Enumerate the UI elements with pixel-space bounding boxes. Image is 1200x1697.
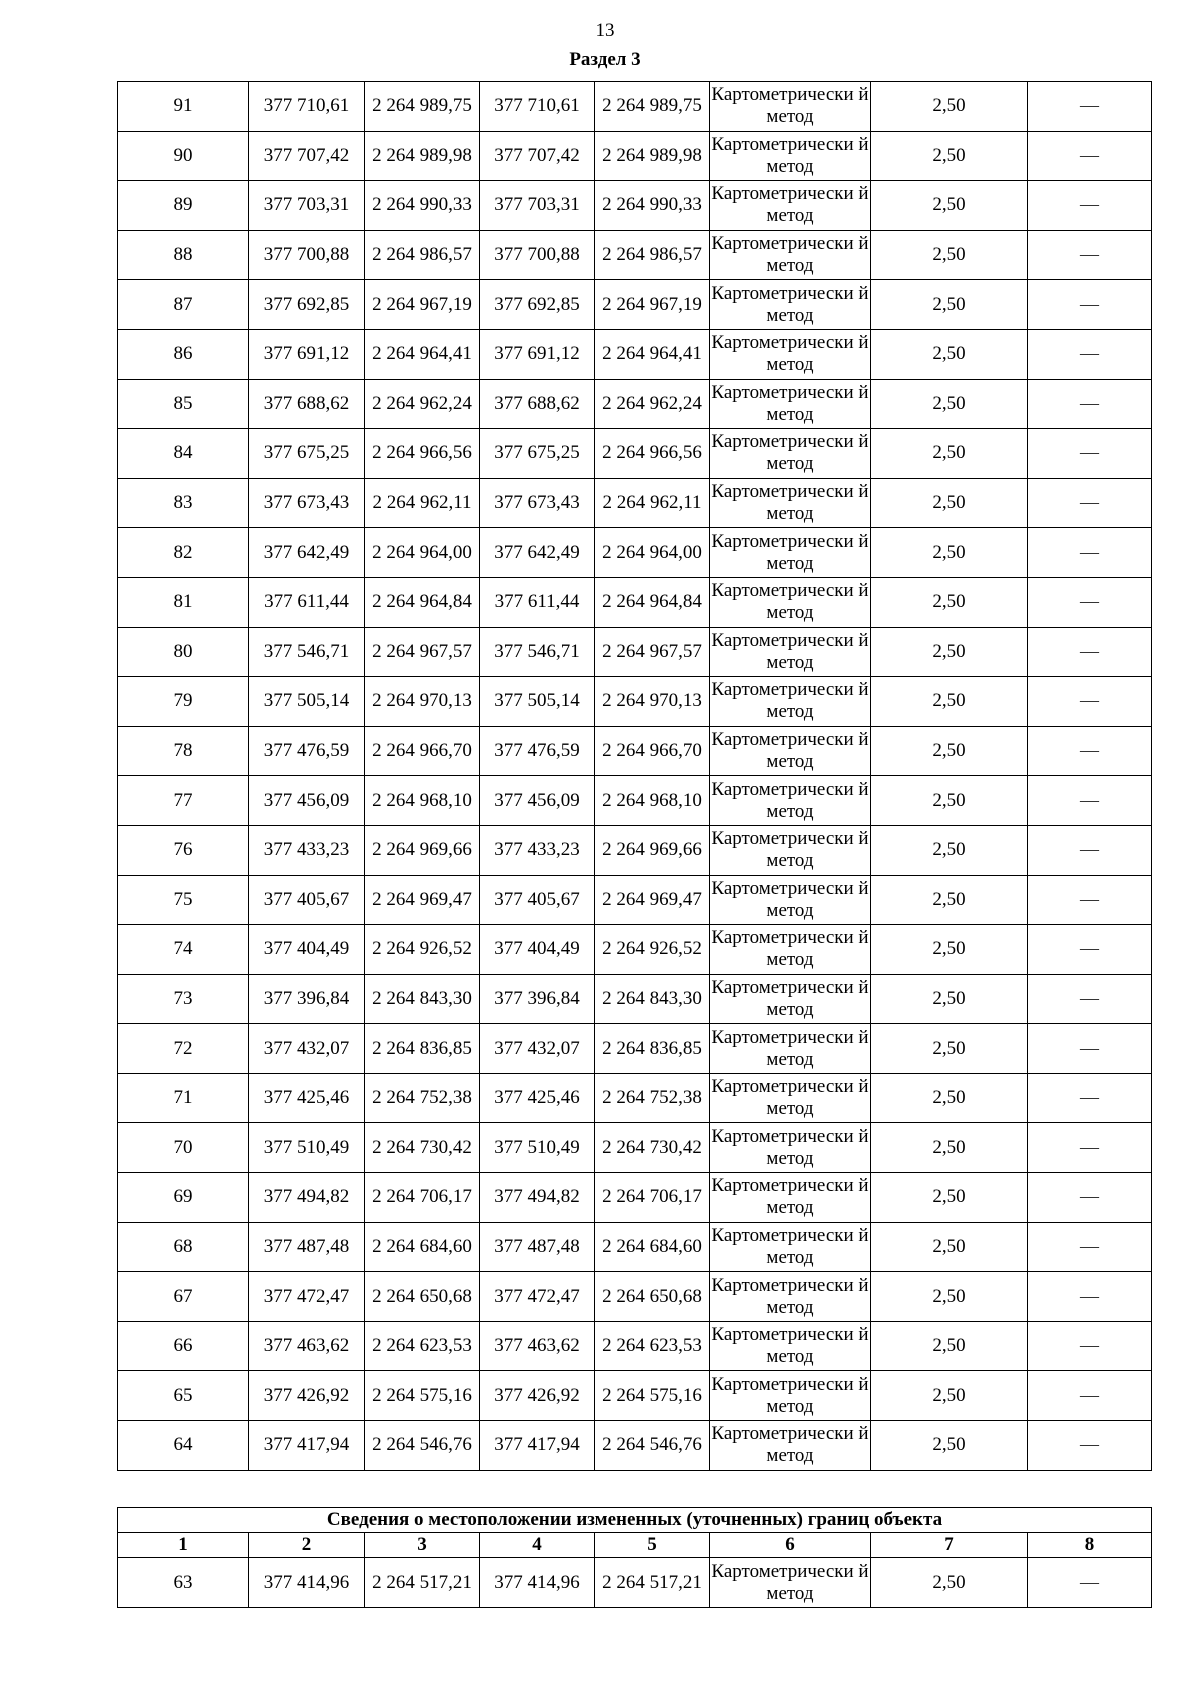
x-coordinate: 377 692,85	[249, 280, 365, 330]
note: —	[1028, 429, 1152, 479]
method: Картометрически й метод	[710, 1123, 871, 1173]
y-coordinate: 2 264 546,76	[365, 1421, 480, 1471]
accuracy: 2,50	[871, 329, 1028, 379]
x-coordinate: 377 433,23	[249, 825, 365, 875]
point-number: 76	[118, 825, 249, 875]
y-coordinate: 2 264 517,21	[365, 1558, 480, 1608]
x-coordinate: 377 494,82	[480, 1173, 595, 1223]
table-row	[118, 974, 1152, 1024]
accuracy: 2,50	[871, 726, 1028, 776]
method: Картометрически й метод	[710, 1073, 871, 1123]
x-coordinate: 377 472,47	[249, 1272, 365, 1322]
y-coordinate: 2 264 517,21	[595, 1558, 710, 1608]
accuracy: 2,50	[871, 429, 1028, 479]
y-coordinate: 2 264 575,16	[365, 1371, 480, 1421]
method: Картометрически й метод	[710, 1421, 871, 1471]
y-coordinate: 2 264 964,00	[365, 528, 480, 578]
point-number: 77	[118, 776, 249, 826]
note: —	[1028, 82, 1152, 132]
accuracy: 2,50	[871, 1024, 1028, 1074]
point-number: 64	[118, 1421, 249, 1471]
table-row	[118, 776, 1152, 826]
method: Картометрически й метод	[710, 230, 871, 280]
table-row	[118, 429, 1152, 479]
x-coordinate: 377 546,71	[249, 627, 365, 677]
table-row	[118, 82, 1152, 132]
accuracy: 2,50	[871, 1558, 1028, 1608]
accuracy: 2,50	[871, 528, 1028, 578]
y-coordinate: 2 264 962,11	[365, 478, 480, 528]
method: Картометрически й метод	[710, 478, 871, 528]
y-coordinate: 2 264 730,42	[595, 1123, 710, 1173]
y-coordinate: 2 264 966,56	[365, 429, 480, 479]
x-coordinate: 377 707,42	[480, 131, 595, 181]
point-number: 84	[118, 429, 249, 479]
point-number: 87	[118, 280, 249, 330]
y-coordinate: 2 264 962,24	[595, 379, 710, 429]
point-number: 65	[118, 1371, 249, 1421]
x-coordinate: 377 675,25	[249, 429, 365, 479]
y-coordinate: 2 264 730,42	[365, 1123, 480, 1173]
table-row	[118, 131, 1152, 181]
note: —	[1028, 131, 1152, 181]
y-coordinate: 2 264 962,24	[365, 379, 480, 429]
note: —	[1028, 528, 1152, 578]
y-coordinate: 2 264 843,30	[365, 974, 480, 1024]
method: Картометрически й метод	[710, 825, 871, 875]
point-number: 63	[118, 1558, 249, 1608]
point-number: 78	[118, 726, 249, 776]
note: —	[1028, 1024, 1152, 1074]
note: —	[1028, 1222, 1152, 1272]
point-number: 68	[118, 1222, 249, 1272]
y-coordinate: 2 264 990,33	[595, 181, 710, 231]
method: Картометрически й метод	[710, 1222, 871, 1272]
y-coordinate: 2 264 989,98	[365, 131, 480, 181]
table-row	[118, 1123, 1152, 1173]
x-coordinate: 377 611,44	[480, 577, 595, 627]
note: —	[1028, 726, 1152, 776]
accuracy: 2,50	[871, 379, 1028, 429]
y-coordinate: 2 264 684,60	[365, 1222, 480, 1272]
x-coordinate: 377 700,88	[249, 230, 365, 280]
table-row	[118, 1272, 1152, 1322]
accuracy: 2,50	[871, 627, 1028, 677]
note: —	[1028, 974, 1152, 1024]
column-header: 6	[710, 1533, 871, 1558]
x-coordinate: 377 426,92	[249, 1371, 365, 1421]
x-coordinate: 377 546,71	[480, 627, 595, 677]
method: Картометрически й метод	[710, 82, 871, 132]
x-coordinate: 377 673,43	[249, 478, 365, 528]
note: —	[1028, 1073, 1152, 1123]
point-number: 69	[118, 1173, 249, 1223]
point-number: 81	[118, 577, 249, 627]
method: Картометрически й метод	[710, 329, 871, 379]
method: Картометрически й метод	[710, 677, 871, 727]
note: —	[1028, 1371, 1152, 1421]
y-coordinate: 2 264 623,53	[595, 1321, 710, 1371]
x-coordinate: 377 456,09	[480, 776, 595, 826]
accuracy: 2,50	[871, 1272, 1028, 1322]
y-coordinate: 2 264 836,85	[365, 1024, 480, 1074]
point-number: 80	[118, 627, 249, 677]
y-coordinate: 2 264 966,70	[365, 726, 480, 776]
note: —	[1028, 1321, 1152, 1371]
x-coordinate: 377 417,94	[249, 1421, 365, 1471]
page-number: 13	[595, 20, 615, 41]
accuracy: 2,50	[871, 230, 1028, 280]
column-header: 3	[365, 1533, 480, 1558]
note: —	[1028, 181, 1152, 231]
x-coordinate: 377 426,92	[480, 1371, 595, 1421]
note: —	[1028, 577, 1152, 627]
method: Картометрически й метод	[710, 925, 871, 975]
note: —	[1028, 825, 1152, 875]
accuracy: 2,50	[871, 776, 1028, 826]
accuracy: 2,50	[871, 1073, 1028, 1123]
column-header: 1	[118, 1533, 249, 1558]
y-coordinate: 2 264 986,57	[365, 230, 480, 280]
y-coordinate: 2 264 964,84	[595, 577, 710, 627]
x-coordinate: 377 396,84	[480, 974, 595, 1024]
accuracy: 2,50	[871, 925, 1028, 975]
point-number: 67	[118, 1272, 249, 1322]
method: Картометрически й метод	[710, 1272, 871, 1322]
table-row	[118, 726, 1152, 776]
accuracy: 2,50	[871, 478, 1028, 528]
x-coordinate: 377 703,31	[249, 181, 365, 231]
column-header: 5	[595, 1533, 710, 1558]
table-row	[118, 1173, 1152, 1223]
accuracy: 2,50	[871, 1321, 1028, 1371]
note: —	[1028, 677, 1152, 727]
y-coordinate: 2 264 684,60	[595, 1222, 710, 1272]
note: —	[1028, 1558, 1152, 1608]
y-coordinate: 2 264 968,10	[365, 776, 480, 826]
x-coordinate: 377 472,47	[480, 1272, 595, 1322]
x-coordinate: 377 463,62	[480, 1321, 595, 1371]
y-coordinate: 2 264 964,84	[365, 577, 480, 627]
method: Картометрически й метод	[710, 1321, 871, 1371]
table-row	[118, 528, 1152, 578]
y-coordinate: 2 264 650,68	[365, 1272, 480, 1322]
note: —	[1028, 1421, 1152, 1471]
table-row	[118, 230, 1152, 280]
changed-boundaries-table	[117, 1507, 1152, 1608]
accuracy: 2,50	[871, 1173, 1028, 1223]
x-coordinate: 377 476,59	[249, 726, 365, 776]
method: Картометрически й метод	[710, 528, 871, 578]
y-coordinate: 2 264 967,19	[365, 280, 480, 330]
accuracy: 2,50	[871, 974, 1028, 1024]
x-coordinate: 377 425,46	[249, 1073, 365, 1123]
point-number: 72	[118, 1024, 249, 1074]
y-coordinate: 2 264 990,33	[365, 181, 480, 231]
method: Картометрически й метод	[710, 429, 871, 479]
note: —	[1028, 230, 1152, 280]
method: Картометрически й метод	[710, 726, 871, 776]
x-coordinate: 377 425,46	[480, 1073, 595, 1123]
accuracy: 2,50	[871, 1421, 1028, 1471]
accuracy: 2,50	[871, 825, 1028, 875]
table-row	[118, 577, 1152, 627]
point-number: 71	[118, 1073, 249, 1123]
x-coordinate: 377 417,94	[480, 1421, 595, 1471]
table-row	[118, 875, 1152, 925]
coordinates-table	[117, 81, 1152, 1471]
x-coordinate: 377 673,43	[480, 478, 595, 528]
method: Картометрически й метод	[710, 131, 871, 181]
table-row	[118, 181, 1152, 231]
table-row	[118, 1371, 1152, 1421]
x-coordinate: 377 476,59	[480, 726, 595, 776]
accuracy: 2,50	[871, 677, 1028, 727]
y-coordinate: 2 264 964,00	[595, 528, 710, 578]
method: Картометрически й метод	[710, 1371, 871, 1421]
y-coordinate: 2 264 989,75	[595, 82, 710, 132]
method: Картометрически й метод	[710, 280, 871, 330]
note: —	[1028, 1173, 1152, 1223]
point-number: 91	[118, 82, 249, 132]
point-number: 83	[118, 478, 249, 528]
note: —	[1028, 379, 1152, 429]
y-coordinate: 2 264 967,19	[595, 280, 710, 330]
table-caption: Сведения о местоположении измененных (уточненных) границ объекта	[118, 1508, 1152, 1533]
y-coordinate: 2 264 962,11	[595, 478, 710, 528]
y-coordinate: 2 264 926,52	[595, 925, 710, 975]
accuracy: 2,50	[871, 181, 1028, 231]
table-row	[118, 379, 1152, 429]
y-coordinate: 2 264 546,76	[595, 1421, 710, 1471]
x-coordinate: 377 505,14	[480, 677, 595, 727]
x-coordinate: 377 688,62	[249, 379, 365, 429]
x-coordinate: 377 510,49	[480, 1123, 595, 1173]
accuracy: 2,50	[871, 1123, 1028, 1173]
y-coordinate: 2 264 970,13	[365, 677, 480, 727]
x-coordinate: 377 396,84	[249, 974, 365, 1024]
x-coordinate: 377 405,67	[480, 875, 595, 925]
x-coordinate: 377 463,62	[249, 1321, 365, 1371]
point-number: 74	[118, 925, 249, 975]
table-row	[118, 329, 1152, 379]
y-coordinate: 2 264 989,75	[365, 82, 480, 132]
table-row	[118, 280, 1152, 330]
note: —	[1028, 875, 1152, 925]
y-coordinate: 2 264 969,47	[595, 875, 710, 925]
y-coordinate: 2 264 843,30	[595, 974, 710, 1024]
point-number: 85	[118, 379, 249, 429]
y-coordinate: 2 264 752,38	[595, 1073, 710, 1123]
x-coordinate: 377 675,25	[480, 429, 595, 479]
point-number: 75	[118, 875, 249, 925]
x-coordinate: 377 688,62	[480, 379, 595, 429]
method: Картометрически й метод	[710, 577, 871, 627]
table-row	[118, 825, 1152, 875]
method: Картометрически й метод	[710, 1558, 871, 1608]
y-coordinate: 2 264 966,56	[595, 429, 710, 479]
x-coordinate: 377 487,48	[249, 1222, 365, 1272]
y-coordinate: 2 264 926,52	[365, 925, 480, 975]
y-coordinate: 2 264 575,16	[595, 1371, 710, 1421]
y-coordinate: 2 264 623,53	[365, 1321, 480, 1371]
column-header: 8	[1028, 1533, 1152, 1558]
y-coordinate: 2 264 969,66	[365, 825, 480, 875]
x-coordinate: 377 505,14	[249, 677, 365, 727]
method: Картометрически й метод	[710, 379, 871, 429]
y-coordinate: 2 264 964,41	[595, 329, 710, 379]
accuracy: 2,50	[871, 1371, 1028, 1421]
y-coordinate: 2 264 650,68	[595, 1272, 710, 1322]
column-header: 7	[871, 1533, 1028, 1558]
y-coordinate: 2 264 989,98	[595, 131, 710, 181]
x-coordinate: 377 510,49	[249, 1123, 365, 1173]
point-number: 82	[118, 528, 249, 578]
y-coordinate: 2 264 969,66	[595, 825, 710, 875]
point-number: 70	[118, 1123, 249, 1173]
x-coordinate: 377 414,96	[249, 1558, 365, 1608]
x-coordinate: 377 487,48	[480, 1222, 595, 1272]
x-coordinate: 377 710,61	[249, 82, 365, 132]
y-coordinate: 2 264 752,38	[365, 1073, 480, 1123]
table-row	[118, 627, 1152, 677]
method: Картометрически й метод	[710, 627, 871, 677]
method: Картометрически й метод	[710, 181, 871, 231]
column-header: 4	[480, 1533, 595, 1558]
y-coordinate: 2 264 706,17	[595, 1173, 710, 1223]
x-coordinate: 377 404,49	[249, 925, 365, 975]
x-coordinate: 377 700,88	[480, 230, 595, 280]
accuracy: 2,50	[871, 875, 1028, 925]
point-number: 86	[118, 329, 249, 379]
point-number: 73	[118, 974, 249, 1024]
section-title: Раздел 3	[569, 49, 641, 70]
note: —	[1028, 925, 1152, 975]
x-coordinate: 377 703,31	[480, 181, 595, 231]
x-coordinate: 377 414,96	[480, 1558, 595, 1608]
point-number: 79	[118, 677, 249, 727]
note: —	[1028, 1272, 1152, 1322]
y-coordinate: 2 264 836,85	[595, 1024, 710, 1074]
accuracy: 2,50	[871, 131, 1028, 181]
point-number: 90	[118, 131, 249, 181]
note: —	[1028, 280, 1152, 330]
x-coordinate: 377 432,07	[249, 1024, 365, 1074]
method: Картометрически й метод	[710, 1173, 871, 1223]
y-coordinate: 2 264 967,57	[595, 627, 710, 677]
x-coordinate: 377 691,12	[249, 329, 365, 379]
note: —	[1028, 776, 1152, 826]
x-coordinate: 377 692,85	[480, 280, 595, 330]
x-coordinate: 377 494,82	[249, 1173, 365, 1223]
x-coordinate: 377 432,07	[480, 1024, 595, 1074]
table-row	[118, 1024, 1152, 1074]
x-coordinate: 377 691,12	[480, 329, 595, 379]
y-coordinate: 2 264 966,70	[595, 726, 710, 776]
table-row	[118, 1222, 1152, 1272]
method: Картометрически й метод	[710, 974, 871, 1024]
table-row	[118, 478, 1152, 528]
column-header: 2	[249, 1533, 365, 1558]
note: —	[1028, 478, 1152, 528]
x-coordinate: 377 642,49	[249, 528, 365, 578]
point-number: 89	[118, 181, 249, 231]
x-coordinate: 377 642,49	[480, 528, 595, 578]
method: Картометрически й метод	[710, 875, 871, 925]
point-number: 66	[118, 1321, 249, 1371]
y-coordinate: 2 264 986,57	[595, 230, 710, 280]
accuracy: 2,50	[871, 1222, 1028, 1272]
x-coordinate: 377 710,61	[480, 82, 595, 132]
note: —	[1028, 329, 1152, 379]
accuracy: 2,50	[871, 577, 1028, 627]
accuracy: 2,50	[871, 82, 1028, 132]
table-row	[118, 1073, 1152, 1123]
y-coordinate: 2 264 964,41	[365, 329, 480, 379]
y-coordinate: 2 264 968,10	[595, 776, 710, 826]
table-row	[118, 1558, 1152, 1608]
x-coordinate: 377 707,42	[249, 131, 365, 181]
x-coordinate: 377 405,67	[249, 875, 365, 925]
y-coordinate: 2 264 706,17	[365, 1173, 480, 1223]
y-coordinate: 2 264 967,57	[365, 627, 480, 677]
y-coordinate: 2 264 970,13	[595, 677, 710, 727]
note: —	[1028, 1123, 1152, 1173]
table-row	[118, 1421, 1152, 1471]
y-coordinate: 2 264 969,47	[365, 875, 480, 925]
note: —	[1028, 627, 1152, 677]
accuracy: 2,50	[871, 280, 1028, 330]
x-coordinate: 377 611,44	[249, 577, 365, 627]
x-coordinate: 377 456,09	[249, 776, 365, 826]
table-row	[118, 925, 1152, 975]
table-row	[118, 677, 1152, 727]
x-coordinate: 377 433,23	[480, 825, 595, 875]
method: Картометрически й метод	[710, 776, 871, 826]
x-coordinate: 377 404,49	[480, 925, 595, 975]
point-number: 88	[118, 230, 249, 280]
table-row	[118, 1321, 1152, 1371]
method: Картометрически й метод	[710, 1024, 871, 1074]
